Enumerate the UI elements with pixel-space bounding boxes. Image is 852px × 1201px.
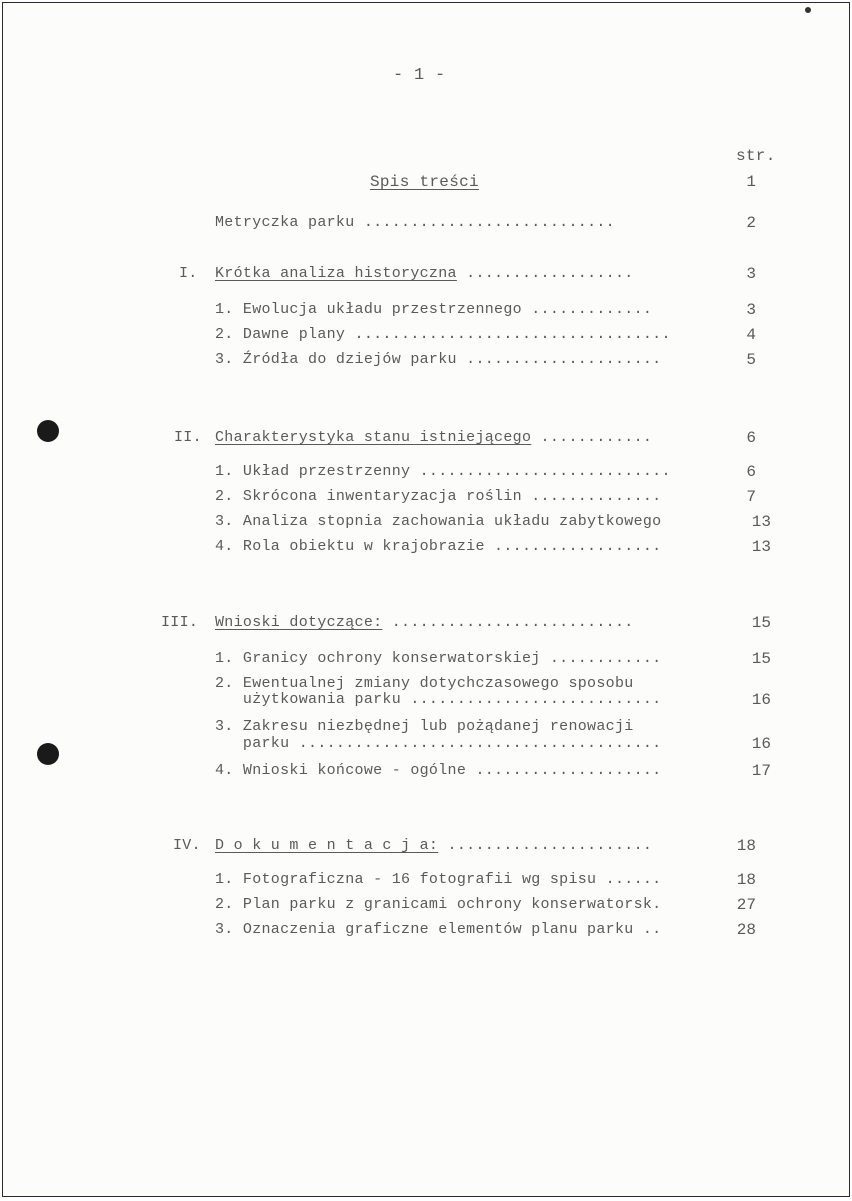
toc-item: 4. Rola obiektu w krajobrazie .................. [215, 538, 662, 555]
toc-item-page: 4 [746, 326, 756, 344]
toc-leader-dots: .......................... [382, 614, 634, 631]
toc-item: 1. Ewolucja układu przestrzennego ............. [215, 301, 653, 318]
toc-title: Spis treści [370, 173, 479, 191]
toc-item: 2. Plan parku z granicami ochrony konserwatorsk. [215, 896, 662, 913]
toc-item: 4. Wnioski końcowe - ogólne .................... [215, 762, 662, 779]
toc-item-page: 13 [751, 538, 771, 556]
section-page: 6 [746, 429, 756, 447]
section-number: IV. [173, 837, 201, 854]
toc-item-page: 28 [736, 921, 756, 939]
toc-leader-dots: .................. [456, 265, 634, 282]
toc-item: 3. Analiza stopnia zachowania układu zabytkowego [215, 513, 662, 530]
toc-leader-dots: ........................... [354, 214, 615, 231]
toc-entry-metryczka [215, 214, 615, 232]
toc-item-page: 13 [751, 513, 771, 531]
toc-item-continuation: użytkowania parku ........................... [215, 691, 662, 708]
section-title: Krótka analiza historyczna [215, 265, 457, 282]
toc-item-continuation: parku ....................................... [215, 735, 662, 752]
toc-item: 1. Fotograficzna - 16 fotografii wg spisu ...... [215, 871, 662, 888]
toc-item: 3. Zakresu niezbędnej lub pożądanej renowacji [215, 718, 634, 735]
punch-hole [37, 420, 59, 442]
toc-item: 2. Ewentualnej zmiany dotychczasowego sposobu [215, 675, 634, 692]
toc-item-page: 6 [746, 463, 756, 481]
section-number: I. [179, 265, 198, 282]
toc-item-page: 16 [751, 735, 771, 753]
toc-item: 1. Granicy ochrony konserwatorskiej ............ [215, 650, 662, 667]
section-heading [215, 265, 634, 283]
toc-item-page: 27 [736, 896, 756, 914]
section-page: 15 [751, 614, 771, 632]
toc-leader-dots: ............ [531, 429, 653, 446]
toc-title-page: 1 [746, 173, 756, 191]
document-page [2, 2, 850, 1197]
toc-item: 1. Układ przestrzenny ........................... [215, 463, 671, 480]
page-column-header: str. [736, 147, 776, 165]
toc-entry-label: Metryczka parku [215, 214, 355, 231]
section-title: Charakterystyka stanu istniejącego [215, 429, 532, 446]
section-heading [215, 837, 652, 855]
toc-item-page: 16 [751, 691, 771, 709]
toc-item-page: 17 [751, 762, 771, 780]
toc-leader-dots: ...................... [438, 837, 653, 854]
toc-item-page: 15 [751, 650, 771, 668]
section-number: II. [174, 429, 202, 446]
toc-item: 2. Skrócona inwentaryzacja roślin .............. [215, 488, 662, 505]
page-number: - 1 - [393, 66, 446, 85]
section-number: III. [161, 614, 199, 631]
section-heading [215, 614, 634, 632]
toc-item-page: 18 [736, 871, 756, 889]
section-heading [215, 429, 652, 447]
section-page: 3 [746, 265, 756, 283]
corner-mark [805, 7, 811, 13]
toc-item: 3. Źródła do dziejów parku ..................... [215, 351, 662, 368]
toc-item: 2. Dawne plany .................................. [215, 326, 671, 343]
section-title: D o k u m e n t a c j a: [215, 837, 439, 854]
section-page: 18 [736, 837, 756, 855]
section-title: Wnioski dotyczące: [215, 614, 383, 631]
toc-item-page: 5 [746, 351, 756, 369]
toc-entry-page: 2 [746, 214, 756, 232]
toc-item-page: 3 [746, 301, 756, 319]
toc-item-page: 7 [746, 488, 756, 506]
punch-hole [37, 743, 59, 765]
toc-item: 3. Oznaczenia graficzne elementów planu parku .. [215, 921, 662, 938]
